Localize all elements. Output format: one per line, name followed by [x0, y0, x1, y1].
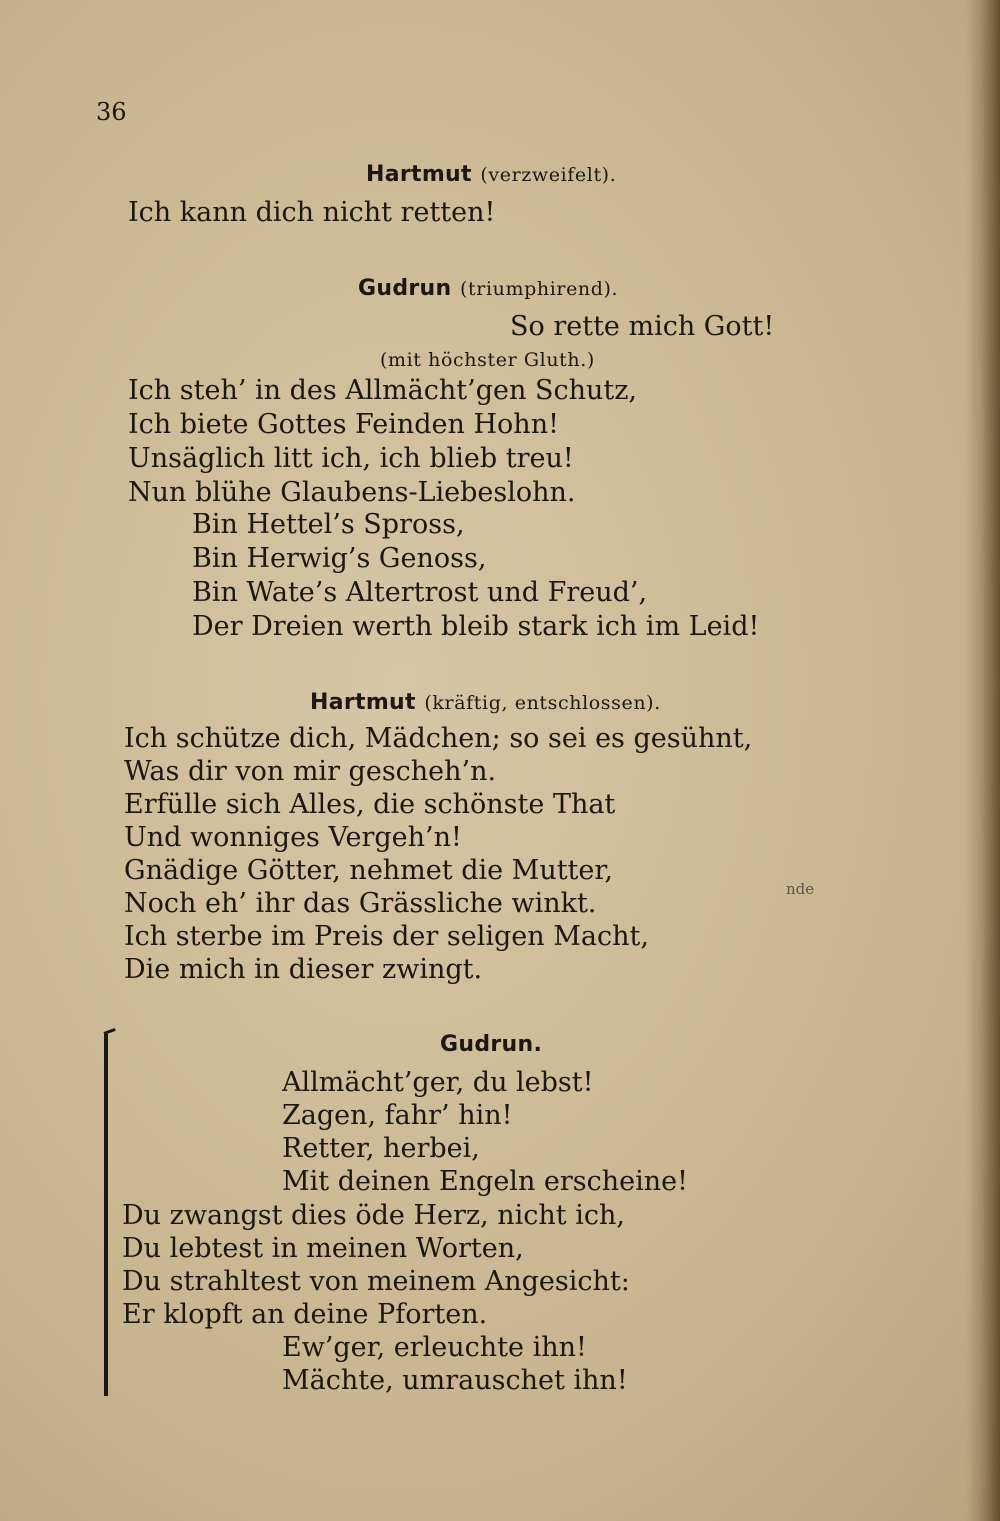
stage-direction: (verzweifelt). — [480, 164, 617, 186]
verse-line: Du lebtest in meinen Worten, — [122, 1233, 524, 1264]
page-number: 36 — [96, 98, 127, 126]
verse-line: Ich schütze dich, Mädchen; so sei es gesühnt, — [124, 723, 753, 754]
stage-direction: (kräftig, entschlossen). — [424, 692, 661, 714]
verse-line: Ew’ger, erleuchte ihn! — [282, 1332, 587, 1363]
verse-line: Bin Herwig’s Genoss, — [192, 543, 487, 574]
speaker-name: Gudrun — [358, 276, 452, 301]
verse-line: Ich steh’ in des Allmächt’gen Schutz, — [128, 375, 638, 406]
verse-line: Zagen, fahr’ hin! — [282, 1100, 513, 1131]
verse-line: Was dir von mir gescheh’n. — [124, 756, 497, 787]
verse-line: Retter, herbei, — [282, 1133, 480, 1164]
speaker-name: Gudrun. — [440, 1032, 543, 1057]
verse-line: Erfülle sich Alles, die schönste That — [124, 789, 616, 820]
stage-direction: (triumphirend). — [460, 278, 619, 300]
verse-line: So rette mich Gott! — [510, 311, 775, 342]
stage-direction: (mit höchster Gluth.) — [380, 349, 595, 371]
speaker-heading — [310, 684, 661, 720]
verse-line: Der Dreien werth bleib stark ich im Leid! — [192, 611, 760, 642]
speaker-name: Hartmut — [310, 690, 416, 715]
spine-shadow — [966, 0, 1000, 1521]
verse-line: Und wonniges Vergeh’n! — [124, 822, 462, 853]
verse-line: Ich biete Gottes Feinden Hohn! — [128, 409, 559, 440]
verse-line: Die mich in dieser zwingt. — [124, 954, 483, 985]
verse-line: Ich sterbe im Preis der seligen Macht, — [124, 921, 649, 952]
verse-line: Bin Hettel’s Spross, — [192, 509, 465, 540]
verse-line: Noch eh’ ihr das Grässliche winkt. — [124, 888, 597, 919]
verse-line: Allmächt’ger, du lebst! — [282, 1067, 594, 1098]
verse-line: Nun blühe Glaubens-Liebeslohn. — [128, 477, 576, 508]
verse-line: Bin Wate’s Altertrost und Freud’, — [192, 577, 648, 608]
verse-line: Du zwangst dies öde Herz, nicht ich, — [122, 1200, 625, 1231]
verse-line: Mächte, umrauschet ihn! — [282, 1365, 628, 1396]
verse-line: Mit deinen Engeln erscheine! — [282, 1166, 689, 1197]
speaker-heading — [440, 1026, 542, 1061]
speaker-heading — [366, 156, 616, 192]
margin-fragment: nde — [786, 880, 815, 898]
margin-bracket — [104, 1034, 108, 1396]
verse-line: Er klopft an deine Pforten. — [122, 1299, 488, 1330]
speaker-name: Hartmut — [366, 162, 472, 187]
verse-line: Ich kann dich nicht retten! — [128, 197, 496, 228]
verse-line: Gnädige Götter, nehmet die Mutter, — [124, 855, 613, 886]
speaker-heading — [358, 270, 618, 306]
verse-line: Unsäglich litt ich, ich blieb treu! — [128, 443, 574, 474]
verse-line: Du strahltest von meinem Angesicht: — [122, 1266, 630, 1297]
